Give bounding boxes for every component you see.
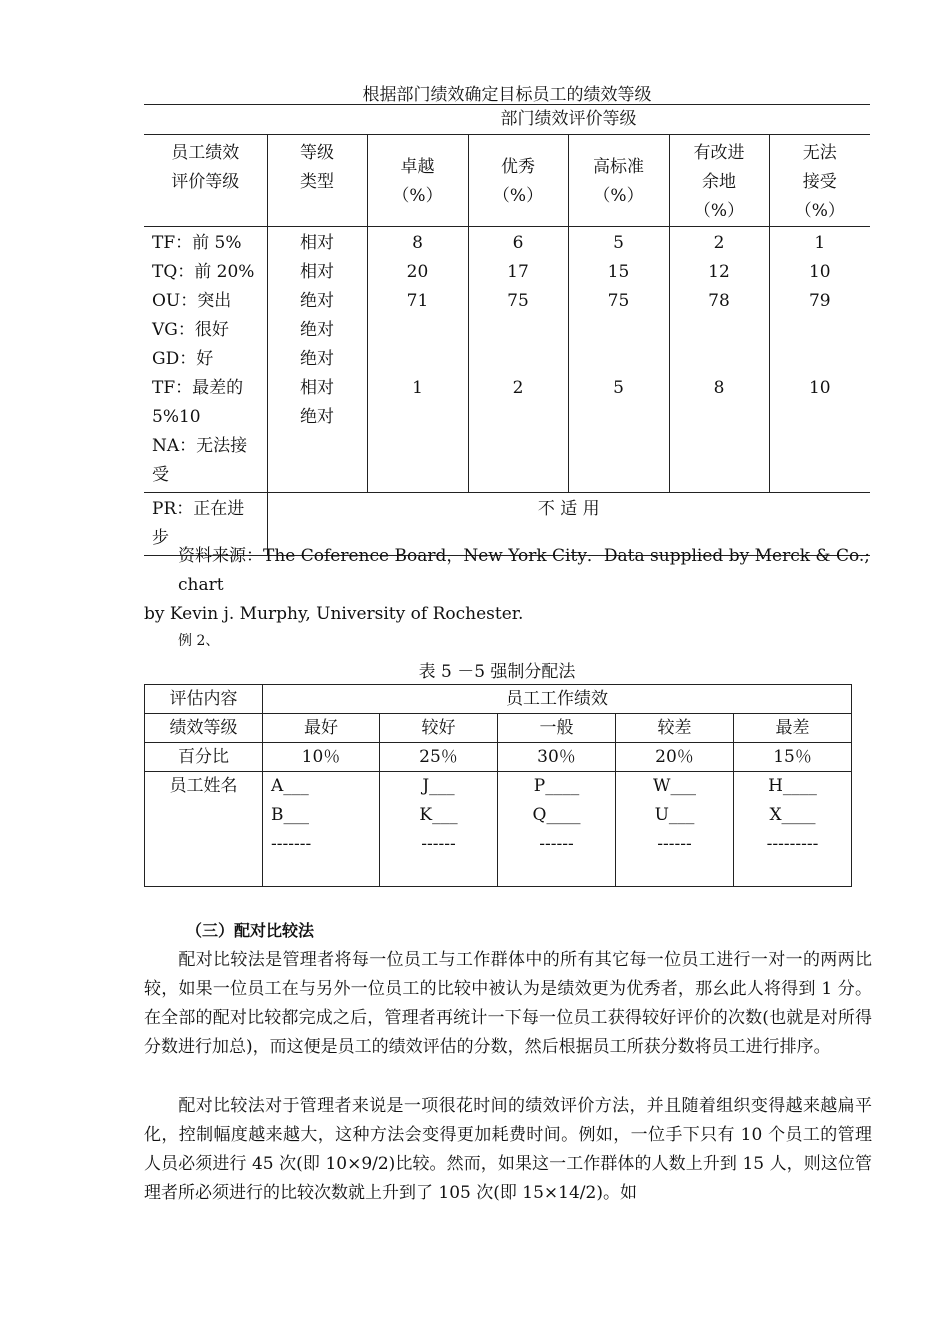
dept-rating-group-header: 部门绩效评价等级: [267, 105, 870, 135]
header-eval-content: 评估内容: [145, 685, 263, 714]
rating-list-cell: [144, 227, 267, 493]
pr-rating-cell: PR：正在进 步: [144, 493, 267, 556]
table-row: 绩效等级 最好 较好 一般 较差 最差: [145, 714, 852, 743]
high-standard-values-cell: 5 15 75 5: [568, 227, 669, 493]
table-row: GD：好: [152, 349, 214, 369]
table-row: OU：突出: [152, 291, 232, 311]
table-row: TQ：前 20%: [152, 262, 255, 282]
forced-distribution-table: [144, 684, 852, 887]
names-col-worse: W___ U___ ------: [616, 772, 734, 887]
names-col-best: A___ B___ -------: [263, 772, 380, 887]
table-row: VG：很好: [152, 320, 229, 340]
header-high-standard: 高标准 （%）: [568, 135, 669, 227]
table-row: NA：无法接: [152, 436, 248, 456]
paragraph-2: 配对比较法对于管理者来说是一项很花时间的绩效评价方法，并且随着组织变得越来越扁平化，控制幅度越来越大，这种方法会变得更加耗费时间。例如，一位手下只有 10 个员工的管理人员必须进行 45 次(即 10×9/2)比较。然而，如果这一工作群体的人数上升到 15 人，则这位管理者所必须进行的比较次数就上升到了 105 次(即 15×14/2)。如: [144, 1096, 872, 1203]
table2-title: 表 5 －5 强制分配法: [418, 662, 576, 682]
table-row: 受: [152, 465, 169, 485]
not-applicable-cell: 不 适 用: [267, 493, 870, 556]
header-unacceptable: 无法 接受 （%）: [769, 135, 870, 227]
paragraph-1: 配对比较法是管理者将每一位员工与工作群体中的所有其它每一位员工进行一对一的两两比较，如果一位员工在与另外一位员工的比较中被认为是绩效更为优秀者，那幺此人将得到 1 分。在全部的配对比较都完成之后，管理者再统计一下每一位员工获得较好评价的次数(也就是对所得分数进行加总)，而这便是员工的绩效评估的分数，然后根据员工所获分数将员工进行排序。: [144, 950, 872, 1057]
header-needs-improvement: 有改进 余地 （%）: [669, 135, 769, 227]
type-list-cell: 相对 相对 绝对 绝对 绝对 相对 绝对: [267, 227, 367, 493]
unacceptable-values-cell: 1 10 79 10: [769, 227, 870, 493]
table-row: 员工姓名 A___ B___ ------- J___ K___ ------ P____ Q____ ------ W___ U___ ------ H____ X____ ---------: [145, 772, 852, 887]
header-good: 优秀 （%）: [468, 135, 568, 227]
table1-title: 根据部门绩效确定目标员工的绩效等级: [362, 85, 652, 105]
table-row: 5%10: [152, 407, 201, 427]
table-row: TF：最差的: [152, 378, 244, 398]
header-work-performance: 员工工作绩效: [263, 685, 852, 714]
good-values-cell: 6 17 75 2: [468, 227, 568, 493]
header-excellent: 卓越 （%）: [367, 135, 468, 227]
table-row: 百分比 10％ 25％ 30％ 20％ 15％: [145, 743, 852, 772]
names-col-worst: H____ X____ ---------: [734, 772, 852, 887]
source-note: 资料来源：The Coference Board，New York City．Data supplied by Merck & Co.; chart by Kevin j. Murphy, University of Rochester.: [144, 546, 871, 624]
table-row: TF：前 5%: [152, 233, 242, 253]
section-heading: （三）配对比较法: [186, 921, 315, 940]
names-col-average: P____ Q____ ------: [498, 772, 616, 887]
names-col-better: J___ K___ ------: [380, 772, 498, 887]
performance-rating-table: [144, 104, 870, 556]
header-type: 等级 类型: [267, 135, 367, 227]
header-rating: 员工绩效 评价等级: [144, 135, 267, 227]
excellent-values-cell: 8 20 71 1: [367, 227, 468, 493]
improvement-values-cell: 2 12 78 8: [669, 227, 769, 493]
example-label: 例 2、: [178, 633, 220, 649]
